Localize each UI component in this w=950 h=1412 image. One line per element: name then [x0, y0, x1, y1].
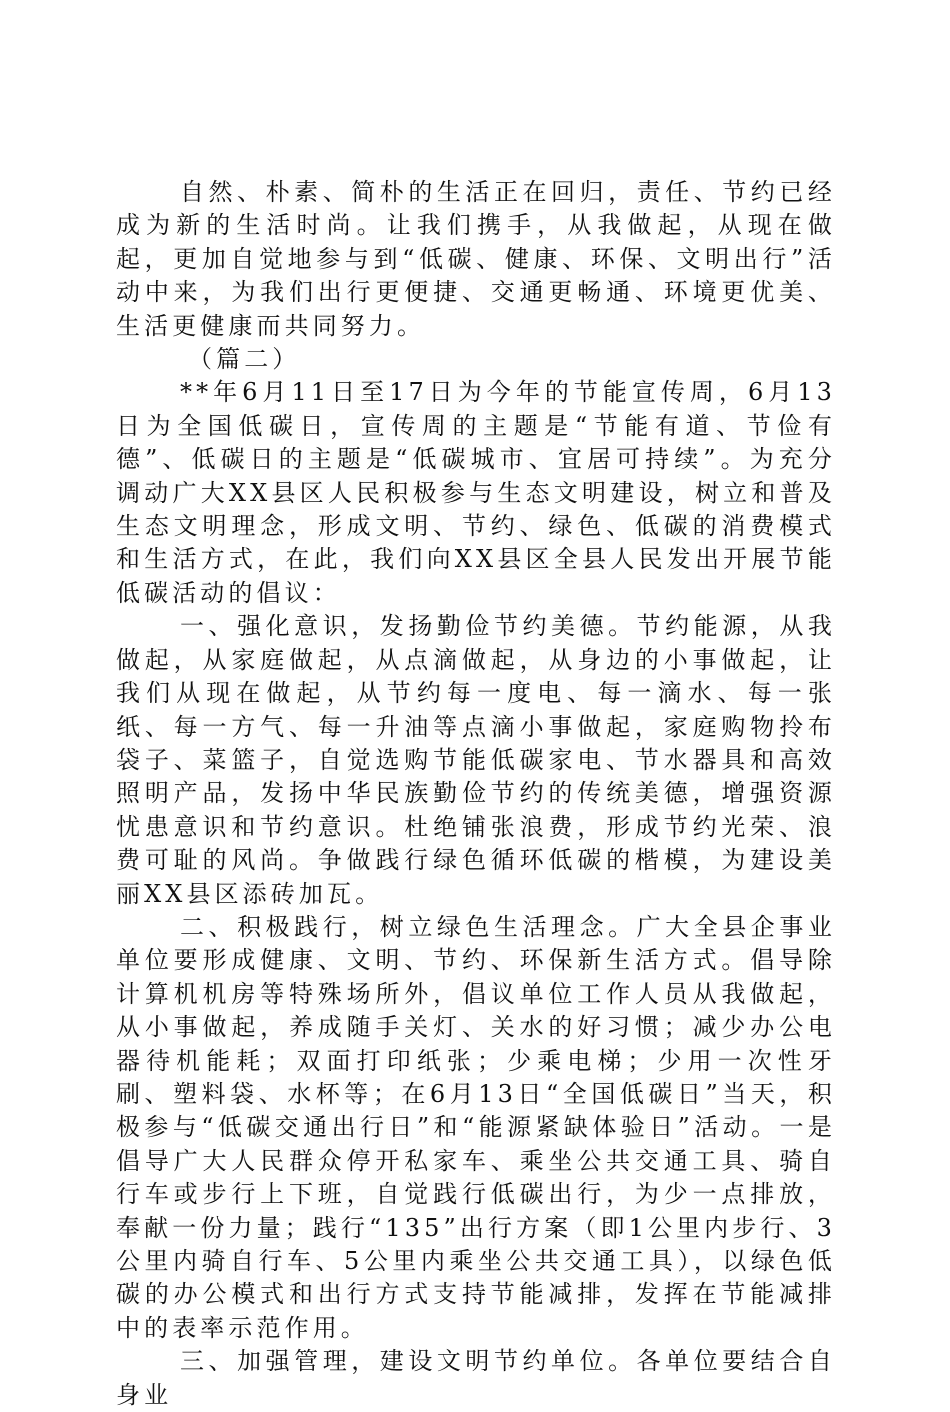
section-heading-part-two: （篇二） — [188, 345, 301, 374]
paragraph-closing-appeal: 自然、朴素、简朴的生活正在回归，责任、节约已经成为新的生活时尚。让我们携手，从我做起，从现在做起，更加自觉地参与到“低碳、健康、环保、文明出行”活动中来，为我们出行更便捷、交通更畅通、环境更优美、生活更健康而共同努力。 — [116, 178, 836, 340]
paragraph-point-two: 二、积极践行，树立绿色生活理念。广大全县企事业单位要形成健康、文明、节约、环保新生活方式。倡导除计算机机房等特殊场所外，倡议单位工作人员从我做起，从小事做起，养成随手关灯、关水的好习惯；减少办公电器待机能耗；双面打印纸张；少乘电梯；少用一次性牙刷、塑料袋、水杯等；在6月13日“全国低碳日”当天，积极参与“低碳交通出行日”和“能源紧缺体验日”活动。一是倡导广大人民群众停开私家车、乘坐公共交通工具、骑自行车或步行上下班，自觉践行低碳出行，为少一点排放，奉献一份力量；践行“135”出行方案（即1公里内步行、3公里内骑自行车、5公里内乘坐公共交通工具），以绿色低碳的办公模式和出行方式支持节能减排，发挥在节能减排中的表率示范作用。 — [116, 912, 836, 1342]
paragraph-intro: **年6月11日至17日为今年的节能宣传周，6月13日为全国低碳日，宣传周的主题是“节能有道、节俭有德”、低碳日的主题是“低碳城市、宜居可持续”。为充分调动广大XX县区人民积极参与生态文明建设，树立和普及生态文明理念，形成文明、节约、绿色、低碳的消费模式和生活方式，在此，我们向XX县区全县人民发出开展节能低碳活动的倡议： — [116, 378, 836, 607]
paragraph-point-one: 一、强化意识，发扬勤俭节约美德。节约能源，从我做起，从家庭做起，从点滴做起，从身边的小事做起，让我们从现在做起，从节约每一度电、每一滴水、每一张纸、每一方气、每一升油等点滴小事做起，家庭购物拎布袋子、菜篮子，自觉选购节能低碳家电、节水器具和高效照明产品，发扬中华民族勤俭节约的传统美德，增强资源忧患意识和节约意识。杜绝铺张浪费，形成节约光荣、浪费可耻的风尚。争做践行绿色循环低碳的楷模，为建设美丽XX县区添砖加瓦。 — [116, 612, 836, 908]
paragraph-point-three: 三、加强管理，建设文明节约单位。各单位要结合自身业 — [116, 1347, 836, 1409]
document-body — [116, 176, 836, 1412]
